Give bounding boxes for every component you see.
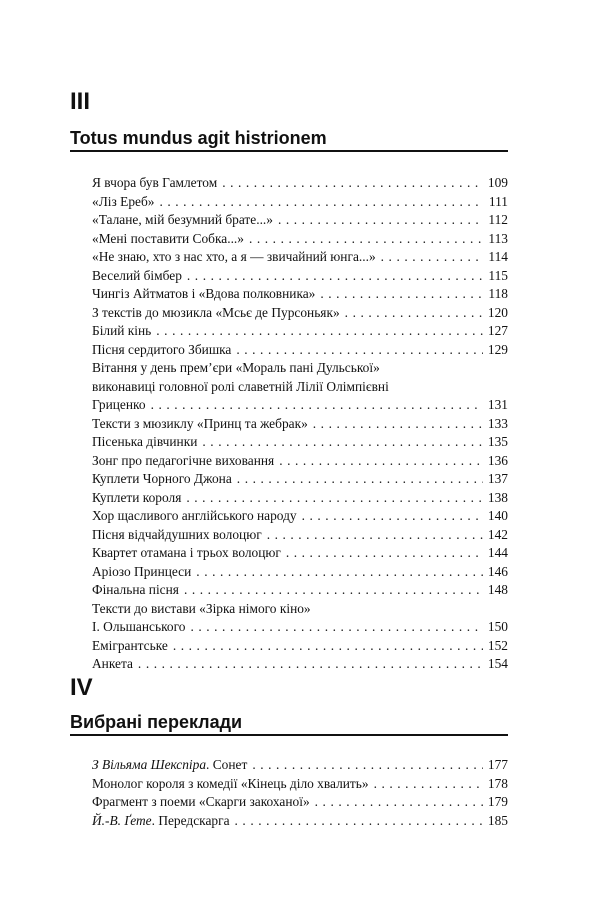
toc-entry [92,396,508,415]
toc-leader [222,174,483,193]
toc-leader [315,793,483,812]
toc-entry-page: 144 [487,545,508,560]
toc-entry-title: Білий кінь [92,323,152,338]
toc-entry-page: 177 [487,757,508,772]
toc-entry-continuation: виконавиці головної ролі славетній Лілії Олімпієвні [92,378,389,394]
toc-leader [374,775,483,794]
toc-entry [92,322,508,341]
toc-entry [92,812,508,831]
toc-entry-page: 118 [488,286,508,301]
toc-entry-page: 115 [488,267,508,283]
toc-entry [92,415,508,434]
toc-entry-title: З текстів до мюзикла «Мсьє де Пурсоньяк» [92,304,340,320]
toc-entry [92,618,508,637]
toc-leader [237,470,483,489]
toc-entry-continuation: Тексти до вистави «Зірка німого кіно» [92,600,311,616]
toc-entry-title: Гриценко [92,397,146,412]
toc-leader [186,489,483,508]
toc-entry-continuation: Вітання у день прем’єри «Мораль пані Дульської» [92,360,380,375]
toc-entry-page: 111 [488,193,508,209]
toc-entry [92,526,508,545]
toc-leader [286,544,483,563]
toc-entry-title: Зонг про педагогічне виховання [92,452,275,468]
toc-entry-page: 129 [487,341,508,357]
toc-entry-page: 114 [488,249,508,264]
toc-entry-page: 178 [487,775,508,791]
toc-entry [92,793,508,812]
toc-entry-author: Й.-В. Ґете [92,812,152,828]
toc-entry [92,581,508,600]
toc-entry-page: 146 [487,563,508,579]
toc-entry [92,433,508,452]
toc-leader [151,396,483,415]
toc-entry-title: Пісня сердитого Збишка [92,341,232,357]
toc-entry [92,563,508,582]
toc-entry [92,507,508,526]
toc-entry-title: Квартет отамана і трьох волоцюг [92,545,281,560]
toc-entry-page: 152 [487,637,508,653]
section-numeral: III [70,88,91,115]
section-iv [70,674,508,830]
toc-entry-title: Емігрантське [92,637,168,653]
toc-entry-page: 112 [488,212,508,227]
toc-entry-title: Фрагмент з поеми «Скарги закоханої» [92,794,310,809]
toc-entry [92,756,508,775]
toc-entry [92,341,508,360]
toc-leader [173,637,483,656]
toc-list [70,174,508,674]
toc-entry [92,193,508,212]
toc-entry-title: Й.-В. Ґете. Передскарга [92,812,230,828]
toc-entry-title: Анкета [92,656,133,671]
toc-entry-author: З Вільяма Шекспіра [92,757,207,772]
toc-entry [92,637,508,656]
toc-leader [267,526,483,545]
toc-entry-page: 154 [487,656,508,671]
toc-leader [345,304,483,323]
toc-leader [249,230,483,249]
toc-leader [159,193,483,212]
toc-entry-page: 150 [487,619,508,634]
toc-entry-title: «Ліз Ереб» [92,193,155,209]
toc-entry-title: З Вільяма Шекспіра. Сонет [92,757,248,772]
toc-entry-page: 148 [487,582,508,597]
toc-entry-title: Чингіз Айтматов і «Вдова полковника» [92,286,316,301]
toc-entry-page: 131 [487,397,508,412]
toc-entry-title: І. Ольшанського [92,619,186,634]
toc-leader [184,581,483,600]
toc-entry [92,211,508,230]
toc-entry-page: 136 [487,452,508,468]
toc-leader [235,812,483,831]
toc-entry [92,489,508,508]
toc-leader [196,563,483,582]
toc-leader [138,655,483,674]
toc-entry-page: 113 [488,230,508,246]
toc-leader [156,322,483,341]
toc-entry [92,267,508,286]
toc-entry-title: Куплети Чорного Джона [92,471,232,486]
toc-entry [92,248,508,267]
toc-entry-page: 185 [487,812,508,828]
toc-entry [92,285,508,304]
toc-entry [92,775,508,794]
toc-leader [252,756,483,775]
toc-entry-page: 135 [487,434,508,449]
toc-entry [92,470,508,489]
toc-entry-title: Хор щасливого англійського народу [92,508,297,523]
toc-leader [320,285,483,304]
toc-entry-title: Тексти з мюзиклу «Принц та жебрак» [92,415,308,431]
section-title: Вибрані переклади [70,711,508,736]
toc-entry [92,230,508,249]
toc-entry-page: 179 [487,794,508,809]
toc-entry [92,544,508,563]
toc-entry-page: 140 [487,508,508,523]
toc-entry-title: «Не знаю, хто з нас хто, а я — звичайний юнга...» [92,249,376,264]
toc-entry [92,304,508,323]
section-iii [70,88,508,674]
toc-entry-title: «Талане, мій безумний брате...» [92,212,273,227]
toc-entry-title: Монолог короля з комедії «Кінець діло хвалить» [92,775,369,791]
toc-entry-page: 133 [487,415,508,431]
toc-entry-page: 127 [487,323,508,338]
toc-leader [279,452,483,471]
toc-entry [92,452,508,471]
toc-leader [381,248,484,267]
toc-entry-title: «Мені поставити Собка...» [92,230,244,246]
toc-entry-title: Пісенька дівчинки [92,434,198,449]
section-title: Totus mundus agit histrionem [70,127,508,152]
toc-entry-title: Пісня відчайдушних волоцюг [92,526,262,542]
toc-entry-page: 109 [487,175,508,190]
toc-leader [236,341,483,360]
toc-leader [202,433,483,452]
toc-entry-page: 120 [487,304,508,320]
toc-leader [302,507,483,526]
toc-entry [92,655,508,674]
toc-list [70,756,508,830]
toc-leader [187,267,484,286]
toc-entry-title: Я вчора був Гамлетом [92,175,218,190]
toc-leader [313,415,483,434]
toc-leader [278,211,483,230]
toc-entry-page: 137 [487,471,508,486]
section-numeral: IV [70,674,93,701]
toc-entry-page: 138 [487,489,508,505]
toc-entry-title: Аріозо Принцеси [92,563,192,579]
toc-entry-title: Куплети короля [92,489,182,505]
toc-entry-page: 142 [487,526,508,542]
toc-entry-title: Фінальна пісня [92,582,179,597]
toc-entry-title: Веселий бімбер [92,267,182,283]
toc-leader [190,618,482,637]
toc-entry [92,174,508,193]
